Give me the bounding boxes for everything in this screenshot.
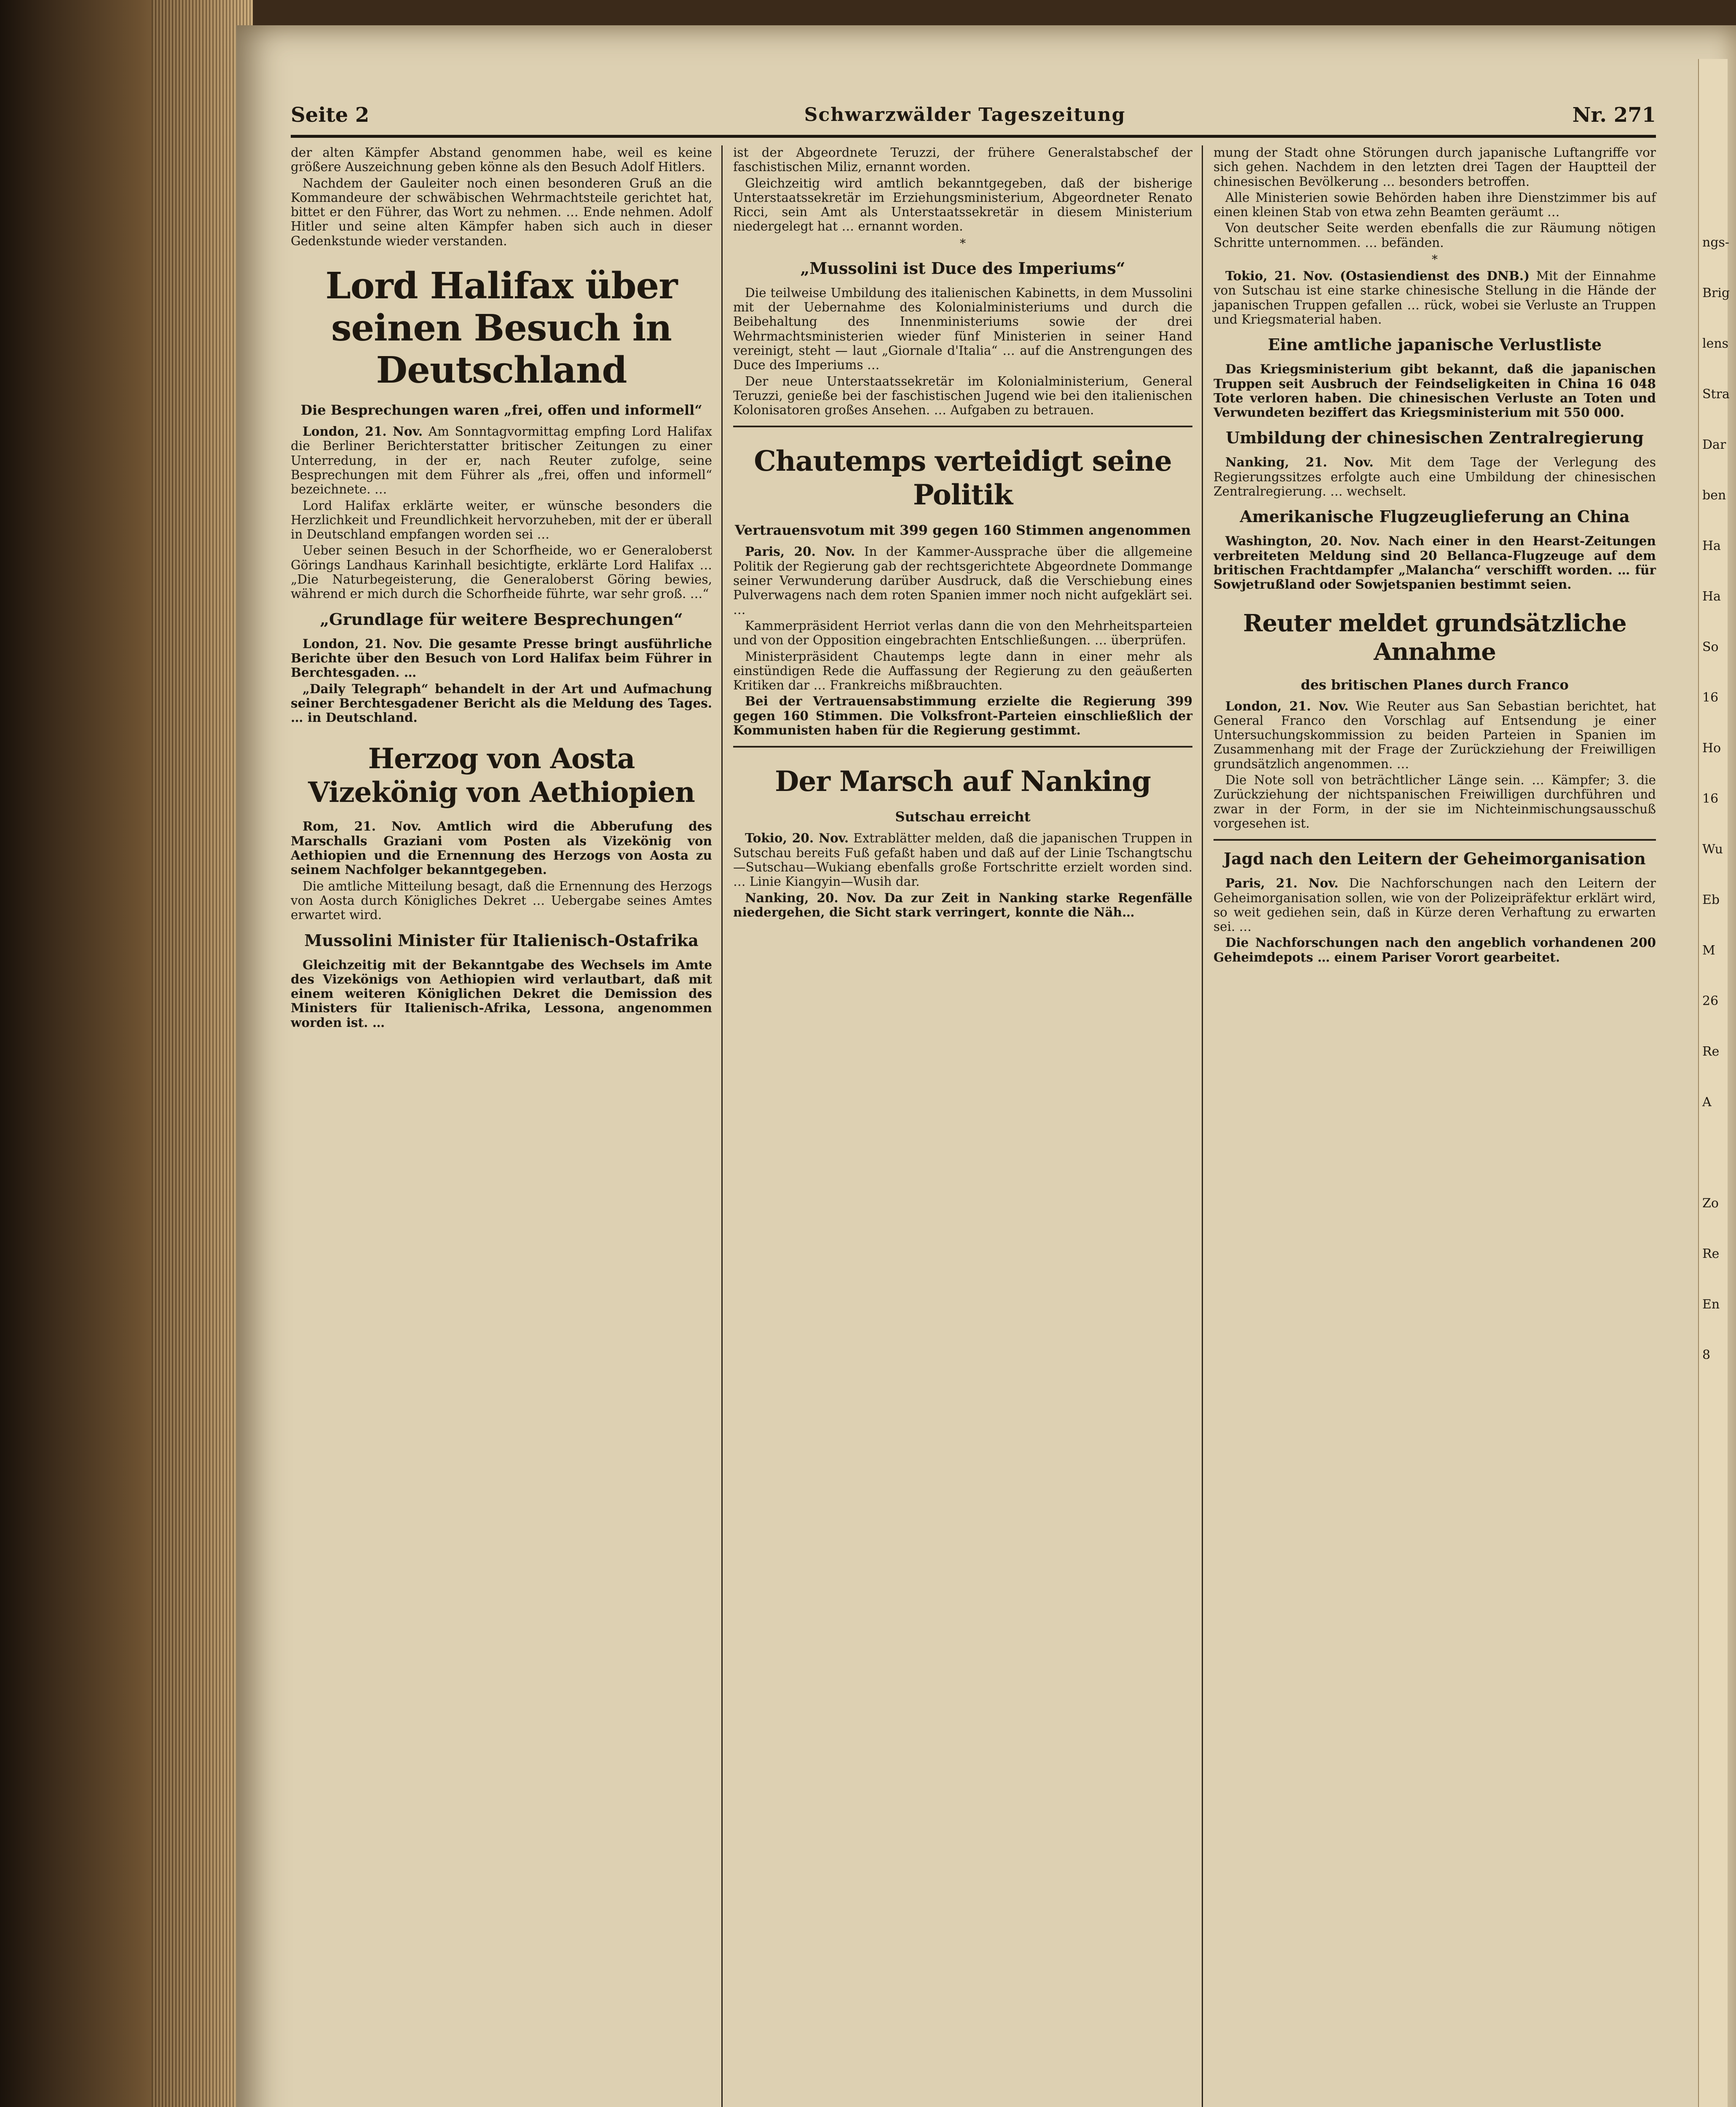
article-text: Von deutscher Seite werden ebenfalls die zur Räumung nötigen Schritte unternommen. … befänden. (1214, 221, 1656, 250)
edge-fragment: Wu (1702, 842, 1723, 857)
edge-fragment: 8 (1702, 1348, 1711, 1362)
edge-fragment: En (1702, 1297, 1720, 1312)
headline-grundlage: „Grundlage für weitere Besprechungen“ (320, 609, 683, 629)
article-text: Nach einer in den Hearst-Zeitungen verbreiteten Meldung sind 20 Bellanca-Flugzeuge auf dem britischen Frachtdampfer „Malancha“ verschifft worden. … für Sowjetrußland oder Sowjetspanien bestimmt seien. (1214, 533, 1656, 592)
edge-fragment: Dar (1702, 437, 1726, 452)
headline-aosta: Herzog von Aosta Vizekönig von Aethiopien (308, 742, 695, 809)
edge-fragment: lens (1702, 336, 1729, 351)
edge-fragment: Stra (1702, 387, 1730, 402)
column-3 (1214, 145, 1656, 2107)
article-text: Wie Reuter aus San Sebastian berichtet, hat General Franco den Vorschlag auf Entsendung je einer Untersuchungskommission zu beiden Parteien in Spanien im Zusammenhang mit der Frage der Zurückziehung der Freiwilligen grundsätzlich angenommen. … (1214, 699, 1656, 771)
article-text: Extrablätter melden, daß die japanischen Truppen in Sutschau bereits Fuß gefaßt haben und daß auf der Linie Tschangtschu—Sutschau—Wukiang ebenfalls große Fortschritte erzielt worden sind. … Linie Kiangyin—Wusih dar. (733, 831, 1192, 889)
edge-fragment: M (1702, 943, 1715, 958)
article-text: der alten Kämpfer Abstand genommen habe, weil es keine größere Auszeichnung geben könne als den Besuch Adolf Hitlers. (291, 145, 712, 174)
article-text: Ueber seinen Besuch in der Schorfheide, wo er Generaloberst Görings Landhaus Karinhall besichtigte, erklärte Lord Halifax … „Die Naturbegeisterung, die Generaloberst Göring bewies, während er mich durch die Schorfheide führte, war sehr groß. …“ (291, 543, 712, 601)
column-2 (733, 145, 1192, 2107)
edge-fragment: 16 (1702, 690, 1719, 705)
dateline: London, 21. Nov. (303, 424, 423, 439)
next-page-edge (1698, 59, 1728, 2107)
article-text: Nachdem der Gauleiter noch einen besonderen Gruß an die Kommandeure der schwäbischen Wehrmachtsteile gerichtet hat, bittet er den Führer, das Wort zu nehmen. … Ende nehmen. Adolf Hitler und seine alten Kämpfer haben sich auch in dieser Gedenkstunde wieder verstanden. (291, 176, 712, 248)
dateline: Tokio, 20. Nov. (745, 831, 849, 846)
article-text: Gleichzeitig wird amtlich bekanntgegeben, daß der bisherige Unterstaatssekretär im Erziehungsministerium, Abgeordneter Renato Ricci, sein Amt als Unterstaatssekretär in diesem Ministerium niedergelegt hat … ernannt worden. (733, 176, 1192, 234)
edge-fragment: Brig (1702, 286, 1730, 300)
article-text: Bei der Vertrauensabstimmung erzielte die Regierung 399 gegen 160 Stimmen. Die Volksfront-Parteien einschließlich der Kommunisten haben für die Regierung gestimmt. (733, 694, 1192, 738)
headline-geheimorganisation: Jagd nach den Leitern der Geheimorganisation (1224, 849, 1646, 869)
headline-mussolini-minister: Mussolini Minister für Italienisch-Ostafrika (304, 930, 699, 950)
dateline: London, 21. Nov. (1225, 698, 1349, 713)
article-text: Lord Halifax erklärte weiter, er wünsche besonders die Herzlichkeit und Freundlichkeit hervorzuheben, mit der er überall in Deutschland empfangen worden sei … (291, 498, 712, 542)
newspaper-title: Schwarzwälder Tageszeitung (804, 104, 1126, 126)
dateline: Tokio, 21. Nov. (Ostasiendienst des DNB.) (1225, 268, 1530, 284)
article-text: Amtlich wird die Abberufung des Marschalls Graziani vom Posten als Vizekönig von Aethiopien und die Ernennung des Herzogs von Aosta zu seinem Nachfolger bekanntgegeben. (291, 819, 712, 877)
edge-fragment: A (1702, 1095, 1712, 1110)
article-text: Die amtliche Mitteilung besagt, daß die Ernennung des Herzogs von Aosta durch Königliches Dekret … Uebergabe seines Amtes erwartet wird. (291, 879, 712, 922)
issue-number: Nr. 271 (1572, 103, 1656, 127)
edge-fragment: ben (1702, 488, 1726, 503)
deck-franco: des britischen Planes durch Franco (1301, 676, 1569, 693)
separator-star: * (960, 236, 966, 250)
article-text: Gleichzeitig mit der Bekanntgabe des Wechsels im Amte des Vizekönigs von Aethiopien wird verlautbart, daß mit einem weiteren Königlichen Dekret die Demission des Ministers für Italienisch-Afrika, Lessona, angenommen worden ist. … (291, 957, 712, 1030)
edge-fragment: 26 (1702, 994, 1719, 1008)
article-text: Mit der Einnahme von Sutschau ist eine starke chinesische Stellung in die Hände der japanischen Truppen gefallen … rück, wobei sie Verluste an Truppen und Kriegsmaterial haben. (1214, 269, 1656, 327)
section-rule (733, 426, 1192, 427)
article-text: Die teilweise Umbildung des italienischen Kabinetts, in dem Mussolini mit der Uebernahme des Kolonialministeriums und durch die Beibehaltung des Innenministeriums sowie der drei Wehrmachtsministerien wieder fünf Ministerien in seiner Hand vereinigt, steht — laut „Giornale d'Italia“ … auf die Anstrengungen des Duce des Imperiums … (733, 285, 1192, 373)
edge-fragment: Ha (1702, 589, 1721, 604)
headline-verlustliste: Eine amtliche japanische Verlustliste (1267, 335, 1602, 354)
dateline: Paris, 21. Nov. (1225, 876, 1339, 891)
edge-fragment: Re (1702, 1044, 1720, 1059)
edge-fragment: Ha (1702, 539, 1721, 553)
article-text: Nanking, 20. Nov. Da zur Zeit in Nanking starke Regenfälle niedergehen, die Sicht stark verringert, konnte die Näh… (733, 890, 1192, 919)
deck-nanking: Sutschau erreicht (895, 809, 1031, 825)
headline-flugzeuglieferung: Amerikanische Flugzeuglieferung an China (1240, 507, 1630, 526)
section-rule (1214, 839, 1656, 841)
column-divider (1202, 145, 1203, 2107)
column-1 (291, 145, 712, 2107)
article-text: Die Nachforschungen nach den Leitern der Geheimorganisation sollen, wie von der Polizeipräfektur erklärt wird, so weit gediehen sein, daß in Kürze deren Verhaftung zu erwarten sei. … (1214, 876, 1656, 934)
article-text: Am Sonntagvormittag empfing Lord Halifax die Berliner Berichterstatter britischer Zeitungen zu einer Unterredung, in der er, nach Reuter zufolge, seine Besprechungen mit dem Führer als „frei, offen und informell“ bezeichnete. … (291, 424, 712, 497)
article-text: Die Note soll von beträchtlicher Länge sein. … Kämpfer; 3. die Zurückziehung der nichtspanischen Freiwilligen durchführen und zwar in der Form, in der sie im Nichteinmischungsausschuß vorgesehen ist. (1214, 773, 1656, 831)
dateline: London, 21. Nov. (303, 636, 423, 651)
dateline: Rom, 21. Nov. (303, 819, 422, 834)
headline-marsch-nanking: Der Marsch auf Nanking (774, 765, 1151, 798)
dateline: Washington, 20. Nov. (1225, 533, 1380, 549)
dateline: Paris, 20. Nov. (745, 544, 855, 559)
masthead (291, 99, 1656, 137)
article-text: Der neue Unterstaatssekretär im Kolonialministerium, General Teruzzi, genieße bei der faschistischen Jugend wie bei den italienischen Kolonisatoren großes Ansehen. … Aufgaben zu betrauen. (733, 374, 1192, 418)
headline-reuter-franco: Reuter meldet grundsätzliche Annahme (1243, 609, 1626, 666)
article-text: Mit dem Tage der Verlegung des Regierungssitzes erfolgte auch eine Umbildung der chinesischen Zentralregierung. … wechselt. (1214, 455, 1656, 499)
headline-zentralregierung: Umbildung der chinesischen Zentralregierung (1226, 428, 1644, 448)
section-rule (733, 746, 1192, 748)
deck-chautemps: Vertrauensvotum mit 399 gegen 160 Stimmen angenommen (734, 522, 1191, 539)
article-text: Die gesamte Presse bringt ausführliche Berichte über den Besuch von Lord Halifax beim Führer in Berchtesgaden. … (291, 636, 712, 680)
article-text: Ministerpräsident Chautemps legte dann in einer mehr als einstündigen Rede die Auffassung der Regierung zu den geäußerten Kritiken dar … Frankreichs mißbrauchten. (733, 649, 1192, 693)
edge-fragment: Zo (1702, 1196, 1719, 1211)
article-text: Die Nachforschungen nach den angeblich vorhandenen 200 Geheimdepots … einem Pariser Vorort gearbeitet. (1214, 935, 1656, 965)
article-text: „Daily Telegraph“ behandelt in der Art und Aufmachung seiner Berchtesgadener Bericht als die Meldung des Tages. … in Deutschland. (291, 681, 712, 725)
article-text: ist der Abgeordnete Teruzzi, der frühere Generalstabschef der faschistischen Miliz, ernannt worden. (733, 145, 1192, 174)
headline-halifax: Lord Halifax über seinen Besuch in Deutschland (325, 265, 678, 392)
dateline: Nanking, 21. Nov. (1225, 455, 1374, 470)
headline-chautemps: Chautemps verteidigt seine Politik (754, 445, 1172, 512)
deck-halifax: Die Besprechungen waren „frei, offen und informell“ (300, 402, 702, 418)
edge-fragment: Ho (1702, 741, 1721, 756)
edge-fragment: ngs- (1702, 235, 1730, 250)
separator-star: * (1432, 252, 1438, 267)
article-text: Alle Ministerien sowie Behörden haben ihre Dienstzimmer bis auf einen kleinen Stab von etwa zehn Beamten geräumt … (1214, 190, 1656, 220)
article-text: mung der Stadt ohne Störungen durch japanische Luftangriffe vor sich gehen. Nachdem in den letzten drei Tagen der Hauptteil der chinesischen Bevölkerung … besonders betroffen. (1214, 145, 1656, 189)
edge-fragment: So (1702, 640, 1719, 654)
edge-fragment: Re (1702, 1247, 1720, 1261)
edge-fragment: Eb (1702, 893, 1720, 907)
masthead-rule (291, 135, 1656, 138)
article-text: In der Kammer-Aussprache über die allgemeine Politik der Regierung gab der rechtsgerichtete Abgeordnete Dommange seiner Verwunderung darüber Ausdruck, daß die Verschiebung eines Pulverwagens nach dem roten Spanien immer noch nicht aufgeklärt sei. … (733, 544, 1192, 617)
article-text: Kammerpräsident Herriot verlas dann die von den Mehrheitsparteien und von der Opposition eingebrachten Entschließungen. … überprüfen. (733, 618, 1192, 648)
page-number: Seite 2 (291, 103, 370, 127)
headline-duce-imperium: „Mussolini ist Duce des Imperiums“ (800, 258, 1125, 278)
column-divider (721, 145, 723, 2107)
edge-fragment: 16 (1702, 791, 1719, 806)
article-text: Das Kriegsministerium gibt bekannt, daß die japanischen Truppen seit Ausbruch der Feindseligkeiten in China 16 048 Tote verloren haben. Die chinesischen Verluste an Toten und Verwundeten beziffert das Kriegsministerium mit 550 000. (1214, 362, 1656, 420)
